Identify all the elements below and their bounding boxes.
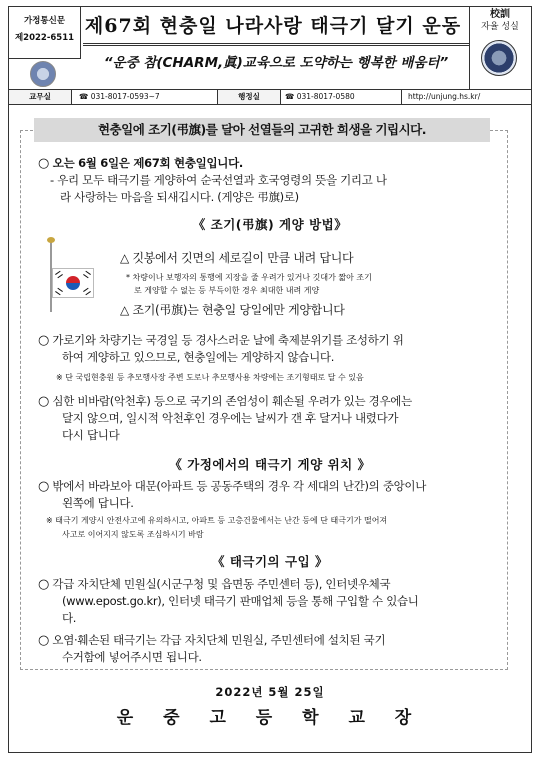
school-emblem-icon bbox=[481, 40, 517, 76]
intro-line-3: 라 사랑하는 마음을 되새깁시다. (게양은 弔旗)로) bbox=[60, 190, 299, 204]
para-street-flags-note: ※ 단 국립현충원 등 추모행사장 주변 도로나 추모행사용 차량에는 조기형태로 달 수 있음 bbox=[56, 373, 364, 382]
para-weather-line-1 bbox=[38, 393, 412, 410]
home-position-note-2: 사고로 이어지지 않도록 조심하시기 바람 bbox=[62, 530, 204, 539]
intro-line-2: - 우리 모두 태극기를 게양하여 순국선열과 호국영령의 뜻을 기리고 나 bbox=[50, 173, 387, 187]
motto-heading: 校訓 bbox=[490, 9, 510, 20]
para-street-flags-text-1: 가로기와 차량기는 국경일 등 경사스러운 날에 축제분위기를 조성하기 위 bbox=[52, 333, 404, 347]
school-motto-box bbox=[469, 7, 531, 89]
bullet-icon: ○ bbox=[38, 333, 50, 348]
half-mast-flag-illustration bbox=[40, 240, 102, 312]
office-phone: ☎ 031-8017-0593~7 bbox=[79, 92, 160, 101]
para-street-flags-line-1 bbox=[38, 332, 404, 349]
main-banner: 현충일에 조기(弔旗)를 달아 선열들의 고귀한 희생을 기립시다. bbox=[34, 118, 490, 142]
disposal-line-1 bbox=[38, 632, 385, 649]
half-mast-note-2: 로 게양할 수 없는 등 부득이한 경우 최대한 내려 게양 bbox=[134, 286, 320, 295]
bullet-icon: ○ bbox=[38, 577, 50, 592]
principal-signature: 운 중 고 등 학 교 장 bbox=[116, 708, 424, 728]
issue-date: 2022년 5월 25일 bbox=[215, 685, 325, 699]
title-divider bbox=[83, 43, 469, 46]
trigram-icon bbox=[55, 271, 63, 279]
banner-wrap bbox=[20, 118, 504, 146]
bullet-icon: ○ bbox=[38, 156, 50, 171]
trigram-icon bbox=[83, 271, 91, 279]
half-mast-rule-1: △ 깃봉에서 깃면의 세로길이 만큼 내려 답니다 bbox=[120, 251, 354, 265]
home-position-text-1: 밖에서 바라보아 대문(아파트 등 공동주택의 경우 각 세대의 난간)의 중앙이나 bbox=[52, 479, 427, 493]
taegukgi-flag-icon bbox=[52, 268, 94, 298]
taegeuk-symbol bbox=[66, 276, 80, 290]
section-title-half-mast: 《 조기(弔旗) 게양 방법》 bbox=[192, 217, 348, 232]
intro-text-1: 오는 6월 6일은 제67회 현충일입니다. bbox=[52, 156, 243, 170]
home-position-line-2: 왼쪽에 답니다. bbox=[62, 496, 134, 510]
disposal-line-2: 수거함에 넣어주시면 됩니다. bbox=[62, 650, 202, 664]
newsletter-number-box bbox=[9, 7, 81, 59]
header bbox=[9, 7, 531, 89]
intro-line-1 bbox=[38, 155, 243, 172]
motto-text: 자율 성실 bbox=[481, 22, 519, 32]
trigram-icon bbox=[55, 288, 63, 296]
bullet-icon: ○ bbox=[38, 633, 50, 648]
page-title: 제67회 현충일 나라사랑 태극기 달기 운동 bbox=[84, 15, 462, 37]
admin-label: 행정실 bbox=[217, 90, 281, 104]
homepage-link[interactable]: http://unjung.hs.kr/ bbox=[401, 90, 529, 104]
half-mast-note-1: * 차량이나 보행자의 통행에 지장을 줄 우려가 있거나 깃대가 짧아 조기 bbox=[126, 273, 372, 282]
section-title-purchase: 《 태극기의 구입 》 bbox=[211, 554, 328, 569]
newsletter-label: 가정통신문 bbox=[23, 16, 66, 26]
section-title-home-position: 《 가정에서의 태극기 게양 위치 》 bbox=[169, 457, 371, 472]
bullet-icon: ○ bbox=[38, 394, 50, 409]
disposal-text-1: 오염·훼손된 태극기는 각급 자치단체 민원실, 주민센터에 설치된 국기 bbox=[52, 633, 386, 647]
para-street-flags-line-2: 하여 게양하고 있으므로, 현충일에는 게양하지 않습니다. bbox=[62, 350, 335, 364]
bullet-icon: ○ bbox=[38, 479, 50, 494]
trigram-icon bbox=[83, 288, 91, 296]
purchase-text-1: 각급 자치단체 민원실(시군구청 및 읍면동 주민센터 등), 인터넷우체국 bbox=[52, 577, 391, 591]
half-mast-rule-2: △ 조기(弔旗)는 현충일 당일에만 게양합니다 bbox=[120, 303, 345, 317]
school-emblem-small bbox=[17, 61, 69, 87]
newsletter-number: 제2022-6511 bbox=[14, 33, 75, 43]
contact-bar bbox=[9, 89, 531, 105]
school-slogan: “운중 참(CHARM,眞)교육으로 도약하는 행복한 배움터” bbox=[103, 55, 449, 71]
pole-finial bbox=[47, 237, 55, 243]
para-weather-text-1: 심한 비바람(악천후) 등으로 국기의 존엄성이 훼손될 우려가 있는 경우에는 bbox=[52, 394, 412, 408]
para-weather-line-2: 달지 않으며, 일시적 악천후인 경우에는 날씨가 갠 후 달거나 내렸다가 bbox=[62, 411, 399, 425]
purchase-line-3: 다. bbox=[62, 611, 77, 625]
school-motto bbox=[473, 9, 527, 35]
admin-phone: ☎ 031-8017-0580 bbox=[285, 92, 355, 101]
purchase-line-2: (www.epost.go.kr), 인터넷 태극기 판매업체 등을 통해 구입할 수 있습니 bbox=[62, 594, 419, 608]
home-position-line-1 bbox=[38, 478, 426, 495]
para-weather-line-3: 다시 답니다 bbox=[62, 428, 120, 442]
home-position-note-1: ※ 태극기 게양시 안전사고에 유의하시고, 아파트 등 고층건물에서는 난간 등에 단 태극기가 떨어져 bbox=[46, 516, 388, 525]
purchase-line-1 bbox=[38, 576, 390, 593]
office-label: 교무실 bbox=[9, 90, 72, 104]
